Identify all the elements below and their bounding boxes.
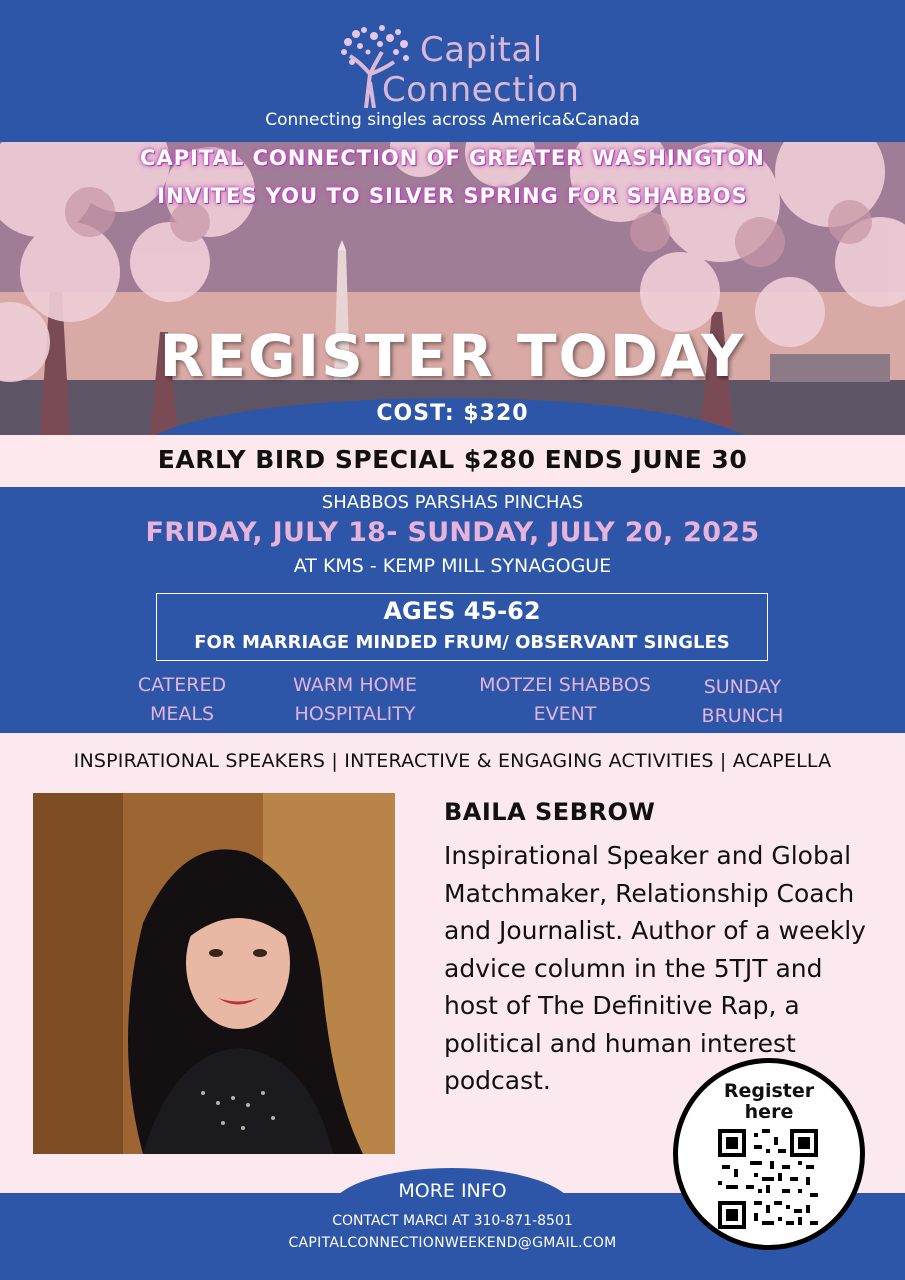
logo-text-connection: Connection xyxy=(382,70,580,110)
early-bird-strip xyxy=(0,435,905,487)
ages-label: AGES 45-62 xyxy=(383,597,541,625)
feature-sunday-brunch: SUNDAY BRUNCH xyxy=(701,676,784,727)
header xyxy=(0,0,905,142)
speaker-photo xyxy=(33,793,395,1154)
contact-phone[interactable]: CONTACT MARCI AT 310-871-8501 xyxy=(332,1213,573,1229)
qr-code-icon[interactable] xyxy=(718,1129,818,1229)
contact-email[interactable]: CAPITALCONNECTIONWEEKEND@GMAIL.COM xyxy=(288,1235,617,1251)
invite-line-2: INVITES YOU TO SILVER SPRING FOR SHABBOS xyxy=(157,184,748,208)
early-bird-text: EARLY BIRD SPECIAL $280 ENDS JUNE 30 xyxy=(157,445,748,474)
logo-text-capital: Capital xyxy=(420,30,543,70)
parshas-label: SHABBOS PARSHAS PINCHAS xyxy=(321,492,584,513)
ages-box xyxy=(156,593,768,661)
event-dates: FRIDAY, JULY 18- SUNDAY, JULY 20, 2025 xyxy=(145,517,760,548)
feature-catered-meals: CATERED MEALS xyxy=(137,674,227,725)
event-info-section xyxy=(0,487,905,733)
qr-label: Register here xyxy=(723,1080,815,1123)
cost-label: COST: $320 xyxy=(376,401,529,426)
event-highlights: INSPIRATIONAL SPEAKERS | INTERACTIVE & ENGAGING ACTIVITIES | ACAPELLA xyxy=(73,750,832,772)
speaker-bio: Inspirational Speaker and Global Matchmaker, Relationship Coach and Journalist. Author of a weekly advice column in the 5TJT and host of The Definitive Rap, a political and human interest podcast. xyxy=(444,841,866,1095)
speaker-portrait-image xyxy=(33,793,395,1154)
feature-motzei-shabbos-event: MOTZEI SHABBOS EVENT xyxy=(479,674,651,725)
more-info-heading: MORE INFO xyxy=(398,1180,507,1202)
hero-banner xyxy=(0,142,905,435)
audience-label: FOR MARRIAGE MINDED FRUM/ OBSERVANT SINGLES xyxy=(194,632,730,653)
register-qr-badge[interactable] xyxy=(673,1058,865,1250)
register-today-title: REGISTER TODAY xyxy=(159,322,746,390)
invite-line-1: CAPITAL CONNECTION OF GREATER WASHINGTON xyxy=(140,146,765,170)
speaker-name: BAILA SEBROW xyxy=(444,798,656,826)
venue-label: AT KMS - KEMP MILL SYNAGOGUE xyxy=(293,555,612,577)
tagline: Connecting singles across America&Canada xyxy=(265,110,640,130)
feature-warm-home-hospitality: WARM HOME HOSPITALITY xyxy=(292,674,418,725)
